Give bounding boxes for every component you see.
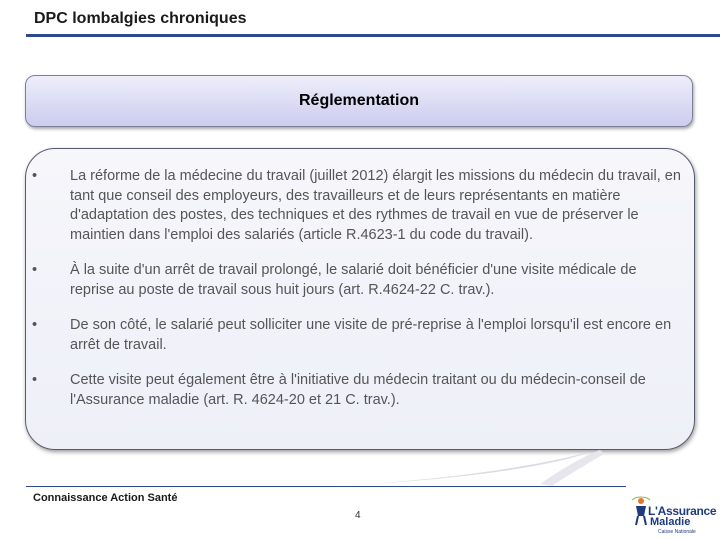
bullet-list: [32, 167, 682, 426]
bullet-text: À la suite d'un arrêt de travail prolongé, le salarié doit bénéficier d'une visite médicale de reprise au poste de travail sous huit jours (art. R.4624-22 C. trav.).: [70, 262, 637, 298]
logo-text-line2: Maladie: [650, 516, 691, 528]
page-number: 4: [355, 510, 361, 521]
bullet-item: [32, 316, 682, 355]
page-title: DPC lombalgies chroniques: [34, 10, 247, 27]
section-header-box: [25, 75, 693, 127]
bullet-marker: •: [32, 262, 38, 278]
section-title: Réglementation: [298, 92, 419, 109]
logo-text-line3: Caisse Nationale: [658, 529, 696, 535]
footer-divider: [26, 486, 626, 487]
bullet-marker: •: [32, 317, 38, 333]
decorative-swoosh: [0, 440, 720, 500]
bullet-text: La réforme de la médecine du travail (juillet 2012) élargit les missions du médecin du travail, en tant que conseil des employeurs, des travailleurs et de leurs représentants en matière d'adaptation des postes, des techniques et des rythmes de travail en vue de préserver le maintien dans l'emploi des salariés (article R.4623-1 du code du travail).: [70, 168, 681, 243]
bullet-marker: •: [32, 372, 38, 388]
bullet-marker: •: [32, 168, 38, 184]
footer-organization: Connaissance Action Santé: [33, 492, 178, 504]
bullet-text: Cette visite peut également être à l'initiative du médecin traitant ou du médecin-conseil de l'Assurance maladie (art. R. 4624-20 et 21 C. trav.).: [70, 372, 646, 408]
bullet-item: [32, 371, 682, 410]
bullet-text: De son côté, le salarié peut solliciter une visite de pré-reprise à l'emploi lorsqu'il est encore en arrêt de travail.: [70, 317, 672, 353]
bullet-item: [32, 167, 682, 245]
assurance-maladie-logo: [628, 492, 716, 538]
title-divider: [26, 34, 720, 37]
logo-text-line1: L'Assurance: [648, 504, 717, 518]
bullet-item: [32, 261, 682, 300]
